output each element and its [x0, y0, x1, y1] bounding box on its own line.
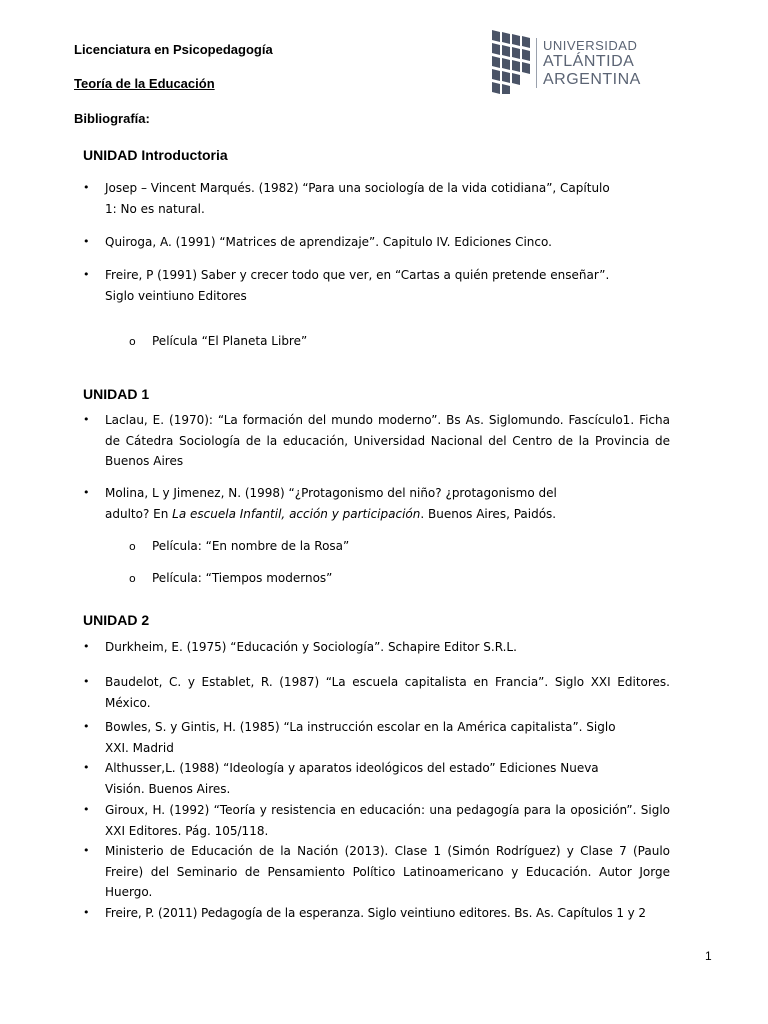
film-item: Película: “Tiempos modernos” [152, 571, 333, 585]
sub-bullet: o [129, 572, 136, 585]
list-item-text: adulto? En [105, 506, 173, 521]
sub-bullet: o [129, 335, 136, 348]
book-title: La escuela Infantil, acción y participación [172, 506, 421, 521]
bullet: • [83, 844, 90, 857]
bullet: • [83, 803, 90, 816]
list-item [105, 717, 670, 758]
bullet: • [83, 268, 90, 281]
logo-line-3: ARGENTINA [543, 71, 641, 88]
unit-2-heading: UNIDAD 2 [83, 612, 150, 628]
page-number: 1 [705, 949, 712, 963]
bullet: • [83, 413, 90, 426]
list-item-line: XXI. Madrid [105, 740, 174, 755]
bullet: • [83, 675, 90, 688]
list-item: Freire, P. (2011) Pedagogía de la esperanza. Siglo veintiuno editores. Bs. As. Capítulos 1 y 2 [105, 906, 646, 920]
logo-line-1: UNIVERSIDAD [543, 38, 638, 53]
list-item: Giroux, H. (1992) “Teoría y resistencia en educación: una pedagogía para la oposición”. Siglo XXI Editores. Pág. 105/118. [105, 803, 670, 838]
bullet: • [83, 486, 90, 499]
list-item-line: Althusser,L. (1988) “Ideología y aparatos ideológicos del estado” Ediciones Nueva [105, 761, 599, 775]
list-item [105, 758, 670, 799]
list-item-text: . Buenos Aires, Paidós. [420, 506, 557, 521]
list-item-line: Freire, P (1991) Saber y crecer todo que ver, en “Cartas a quién pretende enseñar”. [105, 268, 610, 282]
list-item [105, 483, 670, 524]
list-item-line: Siglo veintiuno Editores [105, 288, 247, 303]
list-item: Ministerio de Educación de la Nación (2013). Clase 1 (Simón Rodríguez) y Clase 7 (Paulo Freire) del Seminario de Pensamiento Político Latinoamericano y Educación. Autor Jorge Huergo. [105, 844, 670, 899]
course-title: Teoría de la Educación [74, 76, 215, 91]
unit-intro-heading: UNIDAD Introductoria [83, 147, 228, 163]
bullet: • [83, 720, 90, 733]
list-item: Laclau, E. (1970): “La formación del mundo moderno”. Bs As. Siglomundo. Fascículo1. Ficha de Cátedra Sociología de la educación, Universidad Nacional del Centro de la Provincia de Buenos Aires [105, 413, 670, 468]
list-item-line: Visión. Buenos Aires. [105, 781, 231, 796]
list-item-line: Molina, L y Jimenez, N. (1998) “¿Protagonismo del niño? ¿protagonismo del [105, 486, 557, 500]
bullet: • [83, 235, 90, 248]
bibliography-heading: Bibliografía: [74, 111, 150, 126]
list-item: Quiroga, A. (1991) “Matrices de aprendizaje”. Capitulo IV. Ediciones Cinco. [105, 235, 552, 249]
list-item-line: Josep – Vincent Marqués. (1982) “Para una sociología de la vida cotidiana”, Capítulo [105, 181, 610, 195]
sub-bullet: o [129, 540, 136, 553]
list-item: Baudelot, C. y Establet, R. (1987) “La escuela capitalista en Francia”. Siglo XXI Editores. México. [105, 675, 670, 710]
bullet: • [83, 761, 90, 774]
list-item-line: Bowles, S. y Gintis, H. (1985) “La instrucción escolar en la América capitalista”. Siglo [105, 720, 616, 734]
program-title: Licenciatura en Psicopedagogía [74, 42, 273, 57]
bullet: • [83, 906, 90, 919]
list-item-line [105, 504, 670, 525]
bullet: • [83, 640, 90, 653]
list-item [105, 265, 670, 306]
bullet: • [83, 181, 90, 194]
film-item: Película “El Planeta Libre” [152, 334, 308, 348]
list-item: Durkheim, E. (1975) “Educación y Sociología”. Schapire Editor S.R.L. [105, 640, 517, 654]
logo-line-2: ATLÁNTIDA [543, 53, 635, 70]
list-item-line: 1: No es natural. [105, 201, 205, 216]
film-item: Película: “En nombre de la Rosa” [152, 539, 350, 553]
list-item [105, 178, 670, 219]
unit-1-heading: UNIDAD 1 [83, 386, 150, 402]
